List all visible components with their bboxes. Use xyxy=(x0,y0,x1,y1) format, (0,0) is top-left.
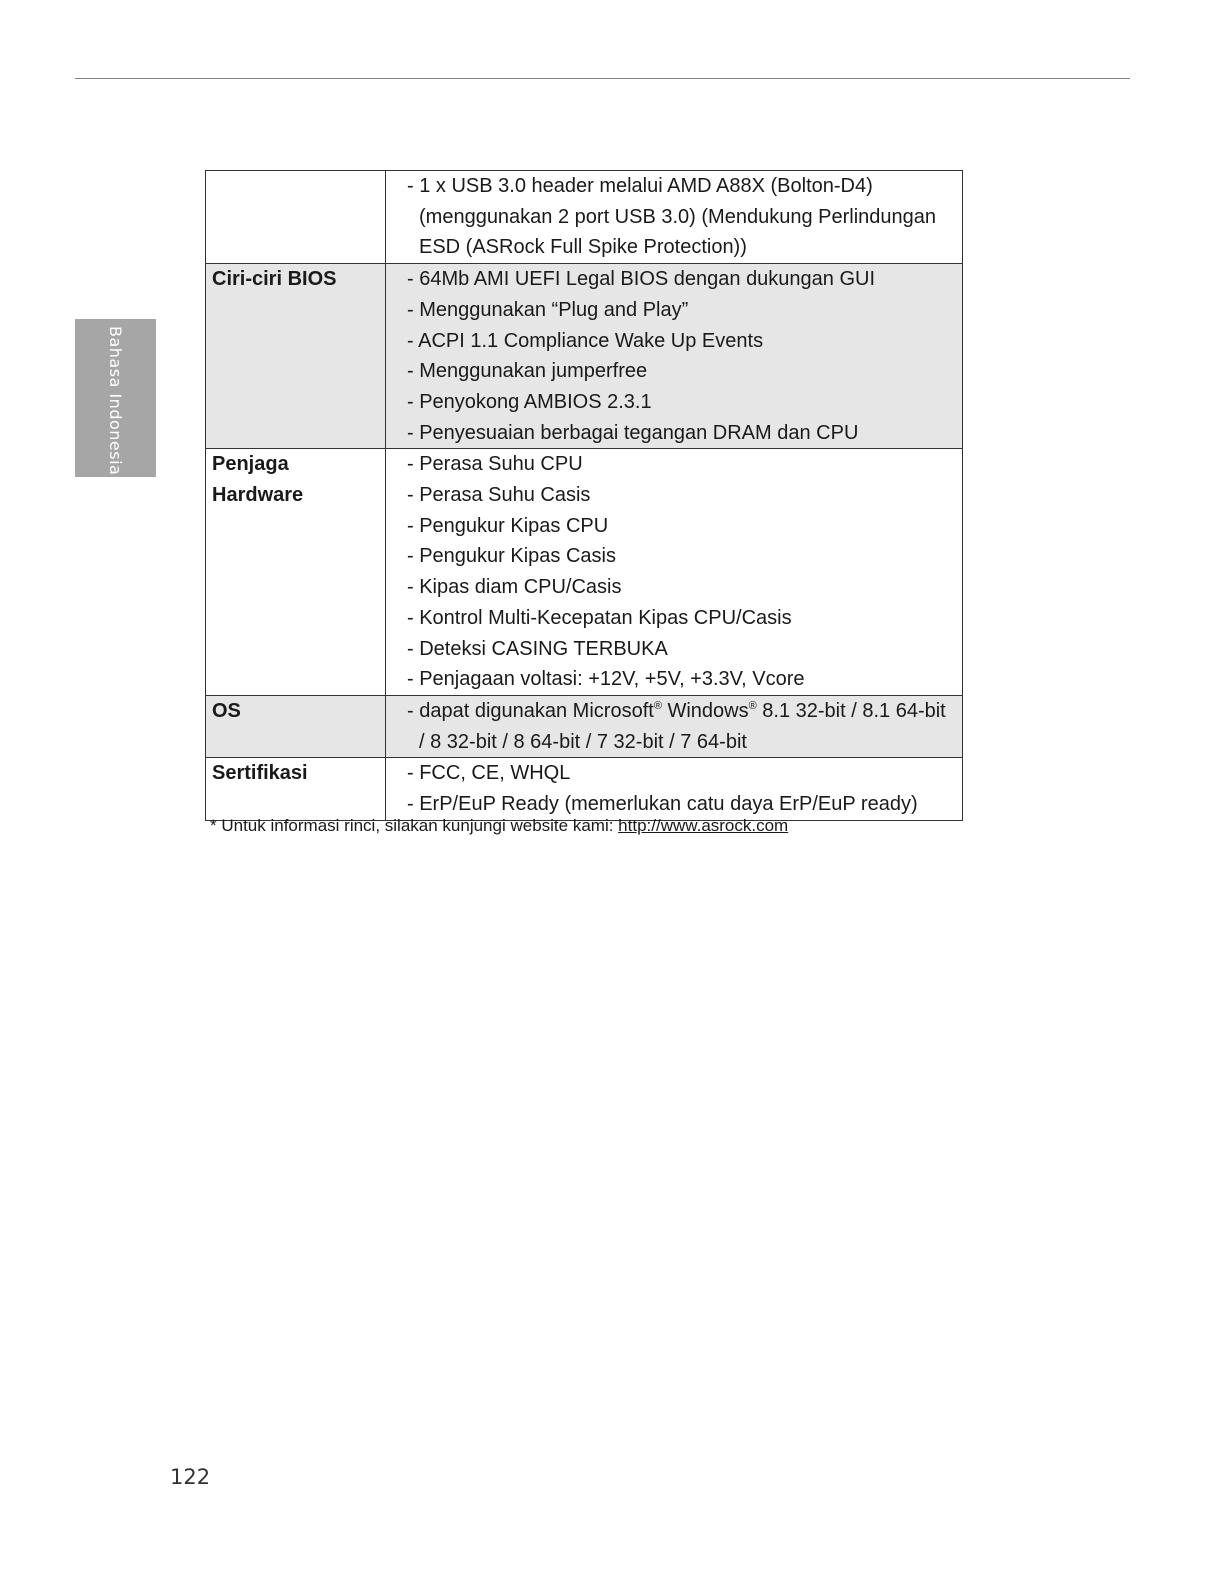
language-tab-label: Bahasa Indonesia xyxy=(106,326,125,476)
footnote xyxy=(210,814,788,838)
spec-line: ESD (ASRock Full Spike Protection)) xyxy=(419,236,747,259)
os-text: - dapat digunakan Microsoft xyxy=(407,699,654,722)
spec-line: (menggunakan 2 port USB 3.0) (Mendukung Perlindungan xyxy=(419,205,936,228)
table-row-os xyxy=(206,695,963,757)
row-label-line: Penjaga xyxy=(212,453,289,476)
row-label xyxy=(206,171,386,264)
spec-line: - 64Mb AMI UEFI Legal BIOS dengan dukungan GUI xyxy=(407,268,876,291)
spec-line: / 8 32-bit / 8 64-bit / 7 32-bit / 7 64-bit xyxy=(419,730,747,753)
spec-line: - Kontrol Multi-Kecepatan Kipas CPU/Casis xyxy=(407,606,792,629)
spec-line: - Penjagaan voltasi: +12V, +5V, +3.3V, Vcore xyxy=(407,668,805,691)
spec-line: - Perasa Suhu CPU xyxy=(407,453,583,476)
spec-line: - Perasa Suhu Casis xyxy=(407,484,591,507)
os-text: Windows xyxy=(661,699,749,722)
language-side-tab xyxy=(75,319,156,477)
spec-line: - Menggunakan jumperfree xyxy=(407,360,648,383)
row-label: Sertifikasi xyxy=(206,758,386,820)
spec-line: - ErP/EuP Ready (memerlukan catu daya ErP/EuP ready) xyxy=(407,793,918,816)
spec-line: - Pengukur Kipas CPU xyxy=(407,514,609,537)
os-text: 8.1 32-bit / 8.1 64-bit xyxy=(756,699,946,722)
row-values xyxy=(386,171,963,264)
row-label-line: Hardware xyxy=(212,484,304,507)
page-number: 122 xyxy=(170,1465,211,1489)
registered-mark: ® xyxy=(653,699,662,712)
table-row-usb xyxy=(206,171,963,264)
row-label xyxy=(206,449,386,696)
table-row-certification xyxy=(206,758,963,820)
spec-line: - ACPI 1.1 Compliance Wake Up Events xyxy=(407,329,764,352)
spec-line: - Penyokong AMBIOS 2.3.1 xyxy=(407,390,652,413)
row-values xyxy=(386,449,963,696)
row-label: Ciri-ciri BIOS xyxy=(206,264,386,449)
spec-table xyxy=(205,170,963,821)
spec-line: - Menggunakan “Plug and Play” xyxy=(407,298,689,321)
spec-line: - Pengukur Kipas Casis xyxy=(407,545,616,568)
row-values xyxy=(386,264,963,449)
registered-mark: ® xyxy=(748,699,757,712)
footnote-text: * Untuk informasi rinci, silakan kunjungi website kami: xyxy=(210,816,619,835)
spec-line: - 1 x USB 3.0 header melalui AMD A88X (Bolton-D4) xyxy=(407,175,873,197)
row-label: OS xyxy=(206,695,386,757)
header-rule xyxy=(75,78,1130,79)
row-values xyxy=(386,695,963,757)
row-values xyxy=(386,758,963,820)
spec-line: - Kipas diam CPU/Casis xyxy=(407,576,622,599)
spec-line: - FCC, CE, WHQL xyxy=(407,762,571,785)
spec-line: - Deteksi CASING TERBUKA xyxy=(407,637,668,660)
spec-line: - Penyesuaian berbagai tegangan DRAM dan CPU xyxy=(407,421,859,444)
spec-line xyxy=(407,696,958,727)
table-row-hardware-monitor xyxy=(206,449,963,696)
website-link[interactable]: http://www.asrock.com xyxy=(618,816,789,835)
table-row-bios xyxy=(206,264,963,449)
